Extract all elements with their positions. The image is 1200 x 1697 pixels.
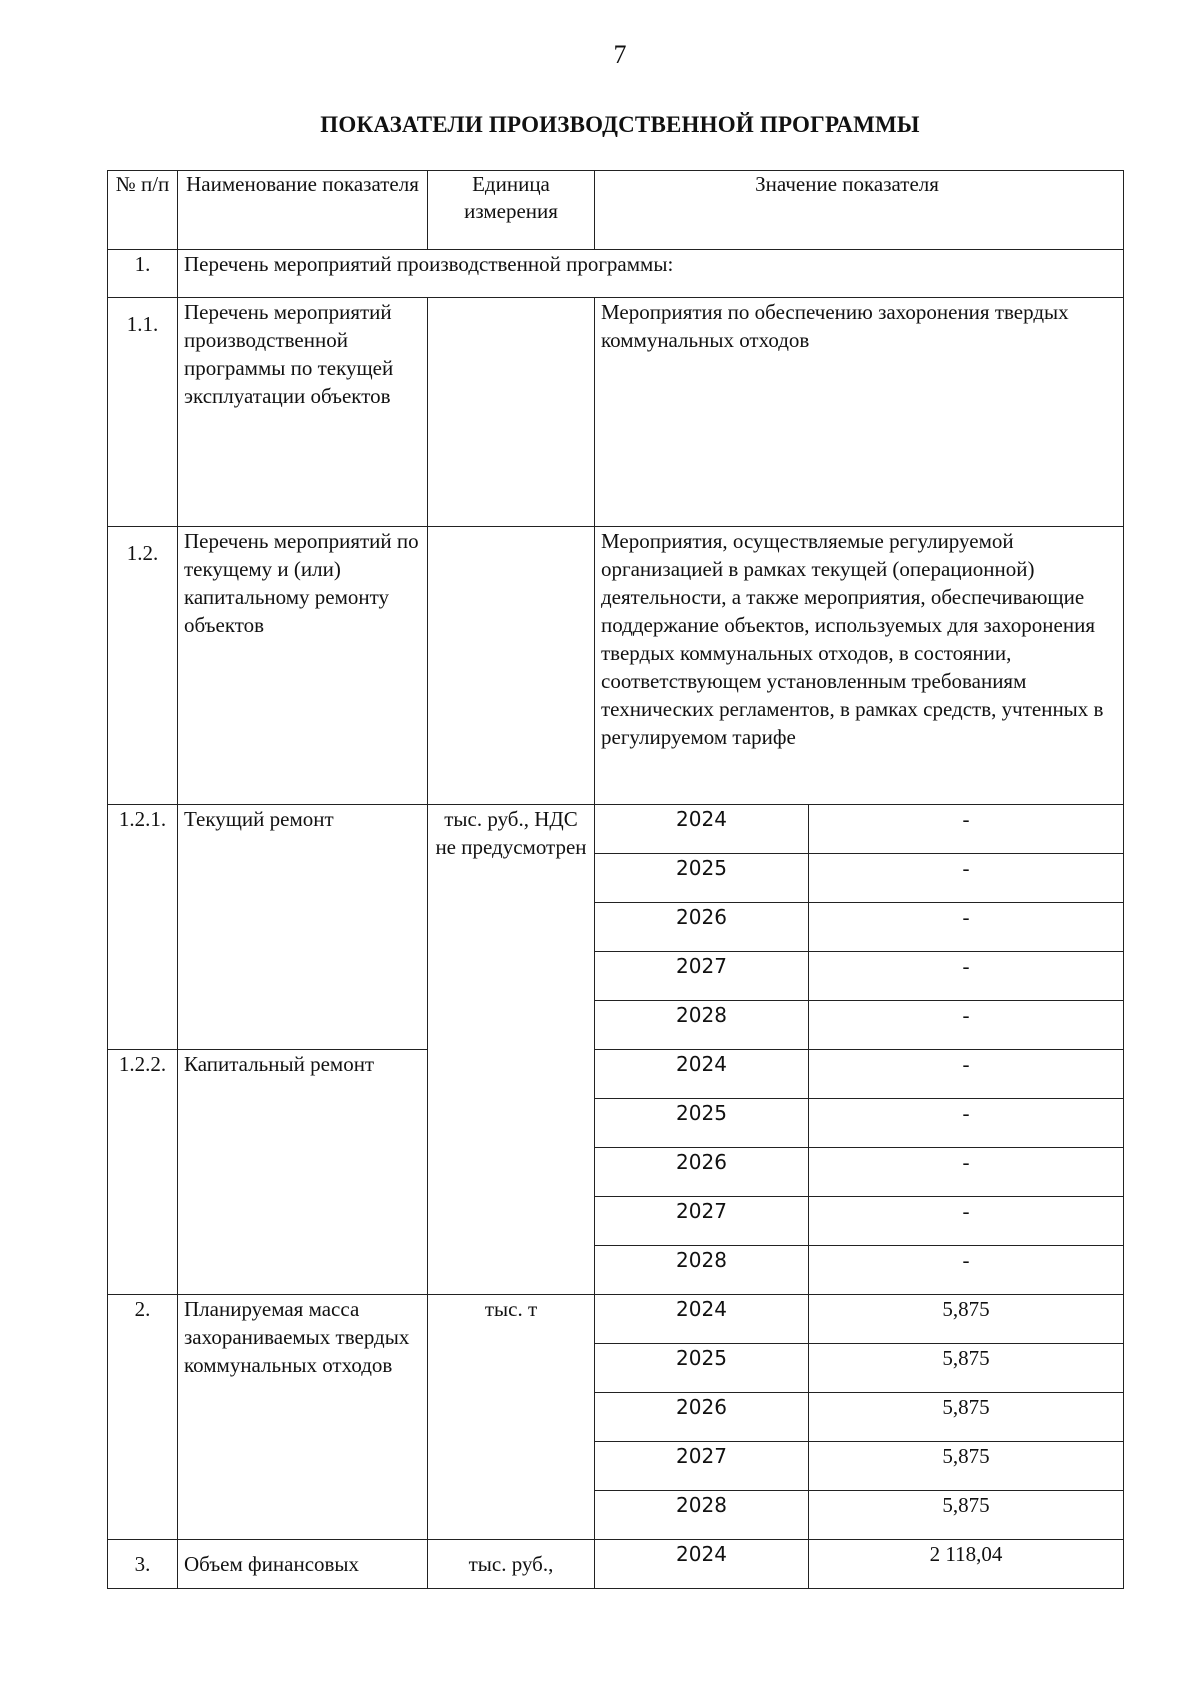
table-row bbox=[108, 805, 1124, 854]
year-cell: 2028 bbox=[595, 1491, 809, 1540]
header-unit: Единица измерения bbox=[428, 171, 595, 250]
year-cell: 2024 bbox=[595, 1295, 809, 1344]
header-name: Наименование показателя bbox=[178, 171, 428, 250]
value-cell: - bbox=[809, 1099, 1124, 1148]
value-cell: - bbox=[809, 952, 1124, 1001]
value-cell: 5,875 bbox=[809, 1344, 1124, 1393]
value-cell: 5,875 bbox=[809, 1295, 1124, 1344]
table-row bbox=[108, 1295, 1124, 1344]
table-header-row bbox=[108, 171, 1124, 250]
row-number: 2. bbox=[108, 1295, 178, 1540]
table-row bbox=[108, 1540, 1124, 1589]
year-cell: 2025 bbox=[595, 1344, 809, 1393]
value-cell: - bbox=[809, 1001, 1124, 1050]
header-value: Значение показателя bbox=[595, 171, 1124, 250]
year-cell: 2027 bbox=[595, 1197, 809, 1246]
indicator-name: Капитальный ремонт bbox=[178, 1050, 428, 1295]
row-number: 1. bbox=[108, 250, 178, 298]
indicator-value: Мероприятия, осуществляемые регулируемой организацией в рамках текущей (операционной) деятельности, а также мероприятия, обеспечивающие поддержание объектов, используемых для захоронения твердых коммунальных отходов, в состоянии, соответствующем установленным требованиям технических регламентов, в рамках средств, учтенных в регулируемом тарифе bbox=[595, 527, 1124, 805]
value-cell: - bbox=[809, 903, 1124, 952]
value-cell: 2 118,04 bbox=[809, 1540, 1124, 1589]
indicator-name: Перечень мероприятий по текущему и (или) капитальному ремонту объектов bbox=[178, 527, 428, 805]
row-number: 1.2.2. bbox=[108, 1050, 178, 1295]
indicator-unit: тыс. т bbox=[428, 1295, 595, 1540]
header-num: № п/п bbox=[108, 171, 178, 250]
table-row bbox=[108, 527, 1124, 805]
year-cell: 2026 bbox=[595, 1393, 809, 1442]
page-number: 7 bbox=[613, 40, 627, 69]
year-cell: 2026 bbox=[595, 903, 809, 952]
indicators-table bbox=[107, 170, 1124, 1589]
row-number: 1.2. bbox=[108, 527, 178, 805]
indicator-unit bbox=[428, 298, 595, 527]
row-number: 1.1. bbox=[108, 298, 178, 527]
indicator-name: Текущий ремонт bbox=[178, 805, 428, 1050]
table-row bbox=[108, 298, 1124, 527]
value-cell: 5,875 bbox=[809, 1442, 1124, 1491]
value-cell: - bbox=[809, 1246, 1124, 1295]
indicator-unit: тыс. руб., НДС не предусмотрен bbox=[428, 805, 595, 1295]
section-title: Перечень мероприятий производственной программы: bbox=[178, 250, 1124, 298]
year-cell: 2025 bbox=[595, 1099, 809, 1148]
indicator-value: Мероприятия по обеспечению захоронения твердых коммунальных отходов bbox=[595, 298, 1124, 527]
value-cell: - bbox=[809, 1148, 1124, 1197]
year-cell: 2028 bbox=[595, 1001, 809, 1050]
document-title: ПОКАЗАТЕЛИ ПРОИЗВОДСТВЕННОЙ ПРОГРАММЫ bbox=[320, 112, 920, 137]
indicator-name: Планируемая масса захораниваемых твердых коммунальных отходов bbox=[178, 1295, 428, 1540]
year-cell: 2024 bbox=[595, 1540, 809, 1589]
row-number: 3. bbox=[108, 1540, 178, 1589]
value-cell: - bbox=[809, 854, 1124, 903]
value-cell: 5,875 bbox=[809, 1491, 1124, 1540]
year-cell: 2027 bbox=[595, 952, 809, 1001]
year-cell: 2024 bbox=[595, 1050, 809, 1099]
value-cell: - bbox=[809, 1050, 1124, 1099]
table-row bbox=[108, 250, 1124, 298]
table-row bbox=[108, 1050, 1124, 1099]
year-cell: 2025 bbox=[595, 854, 809, 903]
year-cell: 2024 bbox=[595, 805, 809, 854]
year-cell: 2028 bbox=[595, 1246, 809, 1295]
indicator-unit bbox=[428, 527, 595, 805]
indicator-name: Объем финансовых bbox=[178, 1540, 428, 1589]
value-cell: - bbox=[809, 1197, 1124, 1246]
row-number: 1.2.1. bbox=[108, 805, 178, 1050]
indicator-unit: тыс. руб., bbox=[428, 1540, 595, 1589]
value-cell: 5,875 bbox=[809, 1393, 1124, 1442]
year-cell: 2026 bbox=[595, 1148, 809, 1197]
value-cell: - bbox=[809, 805, 1124, 854]
indicator-name: Перечень мероприятий производственной программы по текущей эксплуатации объектов bbox=[178, 298, 428, 527]
year-cell: 2027 bbox=[595, 1442, 809, 1491]
